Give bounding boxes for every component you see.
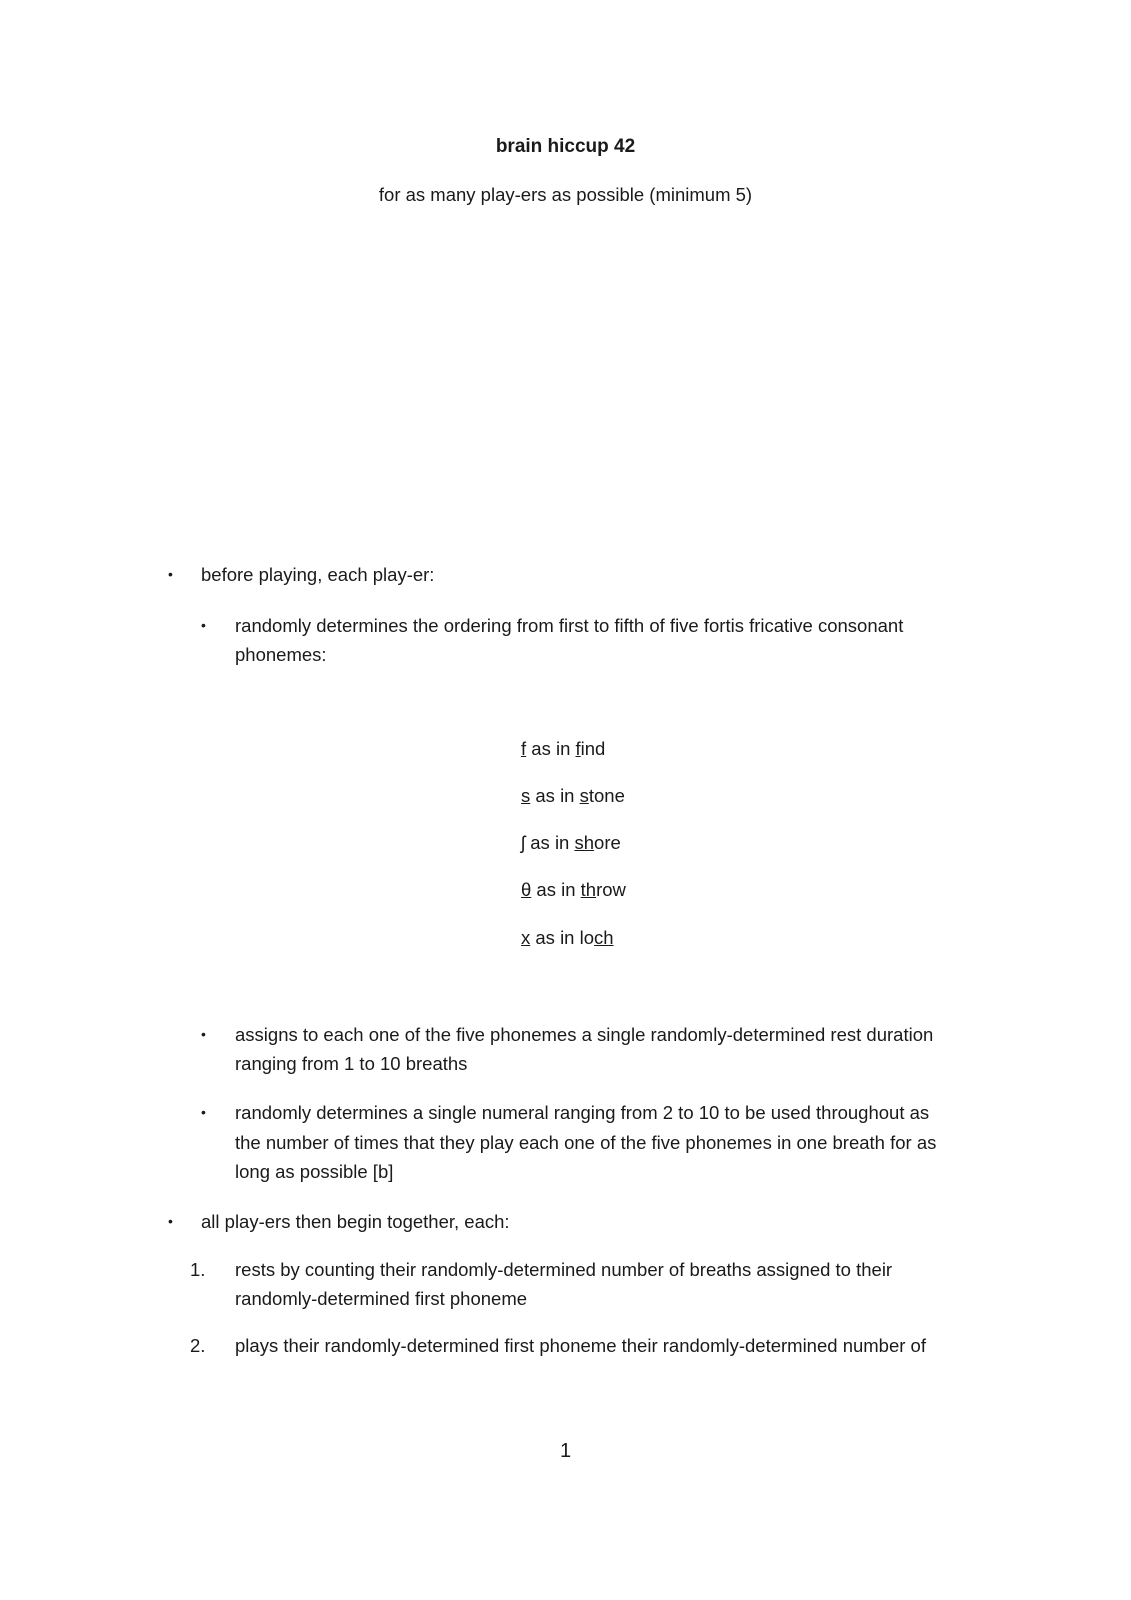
phoneme-sep: as in: [531, 879, 581, 900]
item1-line: phonemes:: [235, 644, 327, 665]
phoneme-symbol: x: [521, 927, 531, 948]
item3-line: the number of times that they play each one of the five phonemes in one breath for as: [235, 1132, 937, 1153]
phoneme-symbol: θ: [521, 879, 532, 900]
section1-intro: before playing, each play-er:: [201, 564, 435, 585]
word-underlined: f: [575, 738, 581, 759]
word-underlined: ch: [594, 927, 614, 948]
phoneme-row: [521, 875, 626, 904]
word-suffix: tone: [588, 785, 625, 806]
word-underlined: sh: [574, 832, 595, 853]
phoneme-row: [521, 828, 621, 857]
word-underlined: s: [579, 785, 589, 806]
item2-line: assigns to each one of the five phonemes a single randomly-determined rest duration: [235, 1024, 934, 1045]
phoneme-sep: as in: [526, 738, 576, 759]
step-number: 2.: [190, 1335, 206, 1356]
phoneme-row: [521, 781, 625, 810]
phoneme-sep: as in: [530, 927, 580, 948]
item1-line: randomly determines the ordering from first to fifth of five fortis fricative consonant: [235, 615, 904, 636]
document-subtitle: for as many play-ers as possible (minimum 5): [378, 184, 753, 205]
bullet-marker: •: [168, 1213, 173, 1229]
bullet-marker: •: [201, 1026, 206, 1042]
phoneme-row: [521, 923, 614, 952]
item3-line: long as possible [b]: [235, 1161, 394, 1182]
page-number: 1: [559, 1440, 572, 1462]
step-line: randomly-determined first phoneme: [235, 1288, 528, 1309]
word-suffix: ind: [580, 738, 606, 759]
phoneme-symbol: s: [521, 785, 531, 806]
step-line: rests by counting their randomly-determined number of breaths assigned to their: [235, 1259, 893, 1280]
word-suffix: ore: [594, 832, 621, 853]
bullet-marker: •: [201, 1104, 206, 1120]
word-underlined: th: [580, 879, 597, 900]
word-prefix: lo: [579, 927, 595, 948]
phoneme-sep: as in: [530, 785, 580, 806]
phoneme-row: [521, 734, 605, 763]
section2-intro: all play-ers then begin together, each:: [201, 1211, 510, 1232]
phoneme-sep: as in: [525, 832, 575, 853]
phoneme-symbol: f: [521, 738, 527, 759]
item3-line: randomly determines a single numeral ranging from 2 to 10 to be used throughout as: [235, 1102, 930, 1123]
phoneme-symbol: ʃ: [521, 832, 526, 853]
step-line: plays their randomly-determined first phoneme their randomly-determined number of: [235, 1335, 926, 1356]
word-suffix: row: [596, 879, 626, 900]
step-number: 1.: [190, 1259, 206, 1280]
item2-line: ranging from 1 to 10 breaths: [235, 1053, 468, 1074]
bullet-marker: •: [168, 566, 173, 582]
document-title: brain hiccup 42: [495, 136, 636, 157]
bullet-marker: •: [201, 617, 206, 633]
